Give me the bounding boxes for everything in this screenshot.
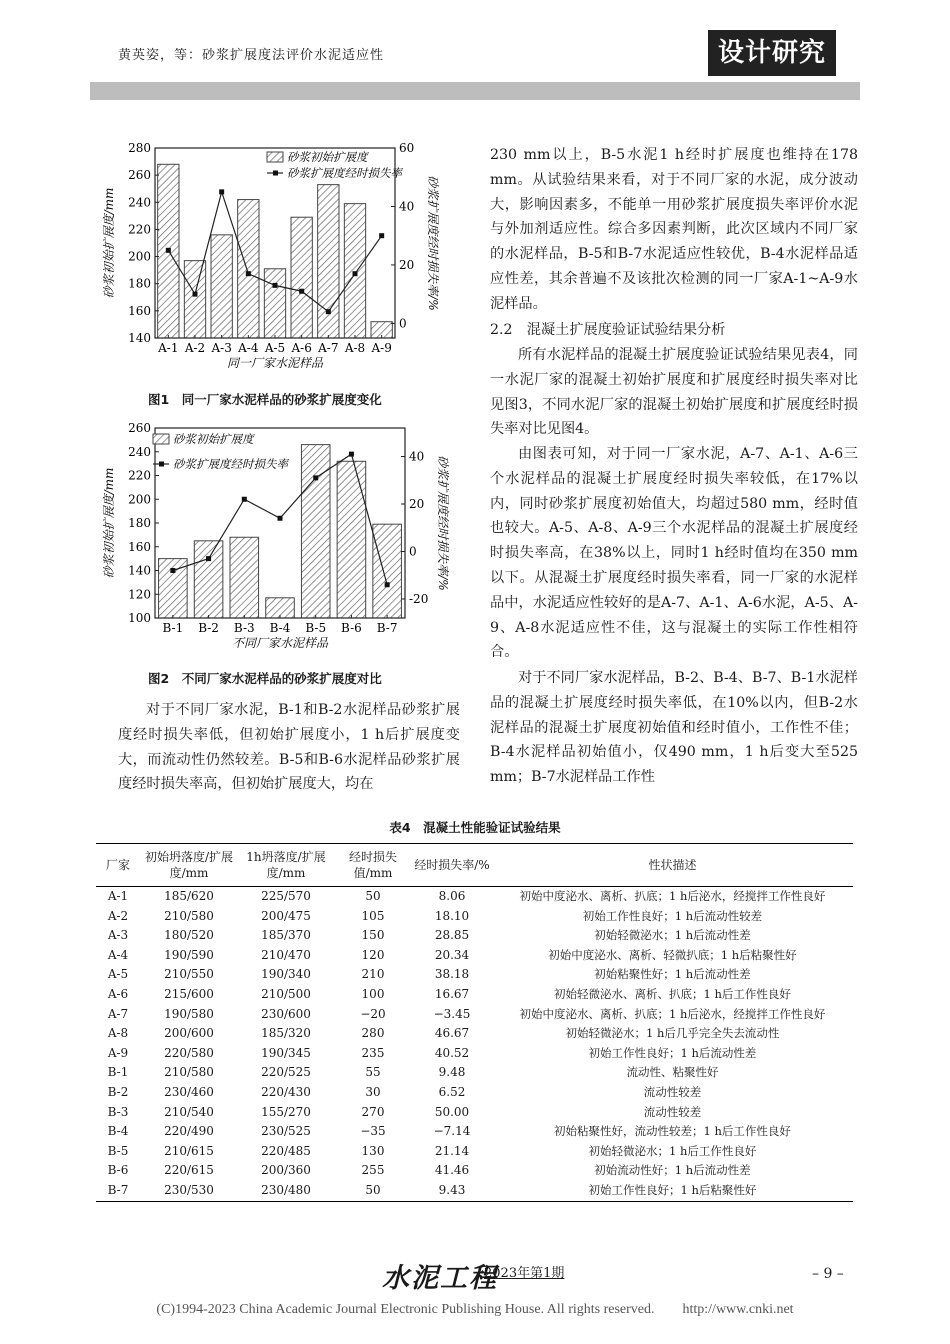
legend-bar-swatch bbox=[267, 152, 283, 162]
loss-rate-point-A-6 bbox=[299, 289, 304, 294]
table-cell: −20 bbox=[360, 1006, 386, 1021]
table-cell: 210/550 bbox=[164, 967, 214, 982]
bar-A-8 bbox=[344, 204, 365, 338]
loss-rate-point-B-4 bbox=[278, 516, 283, 521]
table-cell: 初始流动性好；1 h后流动性差 bbox=[594, 1163, 751, 1178]
table-cell: 16.67 bbox=[434, 986, 470, 1001]
table-cell: 105 bbox=[361, 908, 385, 923]
bar-B-6 bbox=[337, 461, 366, 618]
table-cell: 210/540 bbox=[164, 1104, 214, 1119]
x-tick-label: B-1 bbox=[162, 621, 184, 635]
x-tick-label: B-5 bbox=[305, 621, 327, 635]
journal-issue: 2023年第1期 bbox=[484, 1266, 565, 1281]
table-cell: A-5 bbox=[107, 967, 129, 982]
table-cell: 225/570 bbox=[261, 889, 311, 903]
figure-2-caption: 图2 不同厂家水泥样品的砂浆扩展度对比 bbox=[148, 671, 382, 686]
x-tick-label: A-7 bbox=[318, 341, 339, 355]
y-left-tick-label: 280 bbox=[128, 141, 151, 155]
table-cell: 210/580 bbox=[164, 908, 214, 923]
table-cell: 流动性较差 bbox=[643, 1084, 702, 1099]
x-tick-label: A-8 bbox=[344, 341, 366, 355]
x-tick-label: B-2 bbox=[198, 621, 219, 635]
x-tick-label: A-6 bbox=[291, 341, 312, 355]
y-left-tick-label: 220 bbox=[128, 468, 151, 483]
table-cell: 155/270 bbox=[261, 1104, 311, 1119]
table-cell: −7.14 bbox=[433, 1124, 471, 1139]
x-tick-label: A-3 bbox=[211, 341, 232, 355]
bar-B-2 bbox=[194, 541, 223, 618]
table-cell: B-3 bbox=[107, 1104, 129, 1119]
right-paragraph-2: 所有水泥样品的混凝土扩展度验证试验结果见表4，同一水泥厂家的混凝土初始扩展度和扩展度经时损失率对比见图3，不同水泥厂家的混凝土初始扩展度和扩展度经时损失率对比见图4。 bbox=[490, 347, 858, 438]
table-cell: A-8 bbox=[107, 1026, 129, 1041]
table-cell: 初始中度泌水、离析、扒底；1 h后泌水，经搅拌工作性良好 bbox=[519, 1006, 826, 1021]
table-cell: B-5 bbox=[107, 1143, 129, 1158]
table-cell: 270 bbox=[361, 1104, 385, 1119]
bar-A-2 bbox=[184, 261, 205, 338]
legend-line-label: 砂浆扩展度经时损失率 bbox=[173, 457, 288, 471]
table-cell: −35 bbox=[360, 1124, 386, 1139]
loss-rate-point-B-6 bbox=[349, 452, 354, 457]
y-left-tick-label: 240 bbox=[128, 444, 151, 459]
table-cell: 18.10 bbox=[434, 908, 470, 923]
table-cell: A-1 bbox=[107, 889, 129, 903]
loss-rate-point-B-2 bbox=[206, 556, 211, 561]
table-row bbox=[96, 1063, 853, 1083]
table-row bbox=[96, 1161, 853, 1181]
y-left-tick-label: 200 bbox=[128, 249, 151, 264]
table-cell: B-6 bbox=[107, 1163, 129, 1178]
right-paragraph-4: 对于不同厂家水泥样品，B-2、B-4、B-7、B-1水泥样品的混凝土扩展度经时损失率低，在10%以内，但B-2水泥样品的混凝土扩展度初始值和经时值小，工作性不佳；B-4水泥样品初始值小，仅490 mm，1 h后变大至525 mm；B-7水泥样品工作性 bbox=[490, 670, 858, 786]
loss-rate-point-A-3 bbox=[219, 189, 224, 194]
y-right-tick-label: 40 bbox=[399, 199, 415, 214]
table-cell: B-1 bbox=[107, 1065, 129, 1080]
table-cell: 230/530 bbox=[140, 1181, 238, 1201]
table-cell: 255 bbox=[361, 1163, 385, 1178]
table-cell: 20.34 bbox=[434, 947, 470, 962]
y-right-tick-label: 20 bbox=[409, 497, 425, 511]
table-row bbox=[96, 1103, 853, 1123]
section-label: 设计研究 bbox=[708, 30, 836, 76]
y-right-tick-label: 0 bbox=[399, 316, 407, 331]
col-header-initial-slump: 初始坍落度/扩展度/mm bbox=[140, 844, 238, 887]
table-row bbox=[96, 1083, 853, 1103]
table-cell: 40.52 bbox=[434, 1045, 470, 1060]
loss-rate-point-A-2 bbox=[193, 292, 198, 297]
header-bar bbox=[90, 82, 860, 100]
figure-1-chart bbox=[95, 138, 465, 388]
y-right-tick-label: 60 bbox=[399, 141, 415, 155]
table-cell: 230/525 bbox=[261, 1124, 311, 1139]
table-cell: 初始中度泌水、离析、扒底；1 h后泌水，经搅拌工作性良好 bbox=[519, 889, 826, 903]
figure-1-caption: 图1 同一厂家水泥样品的砂浆扩展度变化 bbox=[148, 392, 382, 407]
y-left-tick-label: 180 bbox=[128, 276, 151, 291]
table-cell: 190/345 bbox=[261, 1045, 311, 1060]
table-cell: 初始轻微泌水；1 h后工作性良好 bbox=[588, 1143, 757, 1158]
x-tick-label: B-7 bbox=[376, 621, 398, 635]
bar-A-3 bbox=[211, 235, 232, 338]
x-tick-label: B-4 bbox=[269, 621, 291, 635]
col-header-loss-rate: 经时损失率/% bbox=[412, 844, 492, 887]
table-cell: 180/520 bbox=[164, 928, 214, 943]
bar-A-5 bbox=[264, 269, 285, 338]
running-title: 黄英姿，等：砂浆扩展度法评价水泥适应性 bbox=[118, 48, 385, 63]
table-cell: 200/360 bbox=[261, 1163, 311, 1178]
legend-line-marker bbox=[273, 171, 278, 176]
table-cell: A-7 bbox=[107, 1006, 129, 1021]
y-left-tick-label: 140 bbox=[128, 563, 151, 578]
x-tick-label: A-1 bbox=[158, 341, 179, 355]
table-cell: 220/485 bbox=[261, 1143, 311, 1158]
right-paragraph-3: 由图表可知，对于同一厂家水泥，A-7、A-1、A-6三个水泥样品的混凝土扩展度经时损失率较低，在17%以内，同时砂浆扩展度初始值大，均超过580 mm，经时值也较大。A-5、A-8、A-9三个水泥样品的混凝土扩展度经时损失率高，在38%以上，同时1 h经时值均在350 mm以下。从混凝土扩展度经时损失率看，同一厂家的水泥样品中，水泥适应性较好的是A-7、A-1、A-6水泥，A-5、A-9、A-8水泥适应性不佳，这与混凝土的实际工作性相符合。 bbox=[490, 446, 858, 661]
table-cell: A-9 bbox=[107, 1045, 129, 1060]
table-cell: 130 bbox=[361, 1143, 385, 1158]
table-row bbox=[96, 926, 853, 946]
col-header-manufacturer: 厂家 bbox=[96, 844, 140, 887]
table-cell: 8.06 bbox=[438, 889, 466, 903]
section-heading-2-2: 2.2 混凝土扩展度验证试验结果分析 bbox=[490, 322, 726, 338]
table-cell: 9.48 bbox=[438, 1065, 466, 1080]
table-cell: 200/600 bbox=[164, 1026, 214, 1041]
table-cell: 235 bbox=[361, 1045, 385, 1060]
y-left-tick-label: 160 bbox=[128, 539, 151, 554]
journal-logo: 水泥工程 bbox=[382, 1263, 498, 1294]
y-left-tick-label: 120 bbox=[128, 587, 151, 602]
table-row bbox=[96, 946, 853, 966]
table-cell: B-7 bbox=[96, 1181, 140, 1201]
table-cell: 210/500 bbox=[261, 986, 311, 1001]
table-cell: 38.18 bbox=[434, 967, 470, 982]
y-right-tick-label: 0 bbox=[409, 544, 417, 559]
copyright-notice: (C)1994-2023 China Academic Journal Electronic Publishing House. All rights reserved. http://www.cnki.net bbox=[156, 1302, 794, 1317]
table-cell: 初始中度泌水、离析、轻微扒底；1 h后粘聚性好 bbox=[548, 947, 797, 962]
table-cell: A-6 bbox=[107, 986, 129, 1001]
table-row bbox=[96, 907, 853, 927]
y-right-tick-label: 20 bbox=[399, 257, 415, 272]
x-axis-title: 不同厂家水泥样品 bbox=[231, 636, 329, 650]
y-right-tick-label: -20 bbox=[409, 592, 429, 606]
x-tick-label: A-9 bbox=[371, 341, 392, 355]
table-row bbox=[96, 1005, 853, 1025]
loss-rate-point-A-4 bbox=[246, 271, 251, 276]
table-cell: B-4 bbox=[107, 1124, 129, 1139]
y-left-tick-label: 260 bbox=[128, 168, 151, 183]
table-cell: 50 bbox=[365, 889, 381, 903]
y-right-axis-title: 砂浆扩展度经时损失率/% bbox=[436, 455, 450, 591]
table-row bbox=[96, 965, 853, 985]
table-cell: 28.85 bbox=[434, 928, 470, 943]
bar-B-4 bbox=[266, 598, 295, 618]
table-row bbox=[96, 1122, 853, 1142]
loss-rate-point-A-9 bbox=[379, 233, 384, 238]
loss-rate-point-B-1 bbox=[170, 568, 175, 573]
table-cell: −3.45 bbox=[433, 1006, 471, 1021]
x-tick-label: B-6 bbox=[341, 621, 362, 635]
table-row bbox=[96, 1044, 853, 1064]
table-cell: 50.00 bbox=[434, 1104, 470, 1119]
table-cell: 220/430 bbox=[261, 1084, 311, 1099]
table-cell: A-4 bbox=[107, 947, 129, 962]
table-cell: 初始轻微泌水、离析、扒底；1 h后工作性良好 bbox=[554, 986, 791, 1001]
table-cell: 190/590 bbox=[164, 947, 214, 962]
table-cell: 185/370 bbox=[261, 928, 311, 943]
table-cell: 280 bbox=[361, 1026, 385, 1041]
table-cell: 6.52 bbox=[438, 1084, 466, 1099]
bar-A-6 bbox=[291, 217, 312, 338]
table-cell: 初始工作性良好；1 h后流动性较差 bbox=[582, 908, 763, 923]
table-cell: A-2 bbox=[107, 908, 129, 923]
table-row bbox=[96, 1181, 853, 1201]
table-cell: 220/615 bbox=[164, 1163, 214, 1178]
page-number: – 9 – bbox=[812, 1266, 844, 1282]
x-tick-label: A-5 bbox=[264, 341, 286, 355]
loss-rate-point-B-7 bbox=[385, 582, 390, 587]
x-axis-title: 同一厂家水泥样品 bbox=[226, 356, 324, 370]
right-paragraph-1: 230 mm以上，B-5水泥1 h经时扩展度也维持在178 mm。从试验结果来看，对于不同厂家的水泥，成分波动大，影响因素多，不能单一用砂浆扩展度损失率评价水泥与外加剂适应性。综合多因素判断，此次区域内不同厂家的水泥样品，B-5和B-7水泥适应性较优，B-4水泥样品适应性差，其余普遍不及该批次检测的同一厂家A-1~A-9水泥样品。 bbox=[490, 147, 858, 312]
loss-rate-point-A-8 bbox=[353, 271, 358, 276]
y-left-tick-label: 260 bbox=[128, 421, 151, 435]
table-cell: 150 bbox=[361, 928, 385, 943]
col-header-1h-slump: 1h坍落度/扩展度/mm bbox=[238, 844, 334, 887]
table-cell: 初始工作性良好；1 h后粘聚性好 bbox=[492, 1181, 853, 1201]
y-left-axis-title: 砂浆初始扩展度/mm bbox=[102, 467, 116, 579]
left-paragraph: 对于不同厂家水泥，B-1和B-2水泥样品砂浆扩展度经时损失率低，但初始扩展度小，1 h后扩展度变大，而流动性仍然较差。B-5和B-6水泥样品砂浆扩展度经时损失率高，但初始扩展度大，均在 bbox=[118, 702, 460, 793]
table-cell: 41.46 bbox=[434, 1163, 470, 1178]
bar-B-7 bbox=[373, 524, 402, 618]
bar-A-4 bbox=[238, 200, 259, 338]
col-header-description: 性状描述 bbox=[492, 844, 853, 887]
figure-2-chart bbox=[95, 418, 465, 663]
y-right-axis-title: 砂浆扩展度经时损失率/% bbox=[426, 175, 440, 311]
col-header-loss-value: 经时损失值/mm bbox=[334, 844, 412, 887]
table-cell: 200/475 bbox=[261, 908, 311, 923]
table-cell: 100 bbox=[361, 986, 385, 1001]
y-left-tick-label: 180 bbox=[128, 516, 151, 530]
table-cell: 220/580 bbox=[164, 1045, 214, 1060]
table-cell: 190/340 bbox=[261, 967, 311, 982]
y-left-tick-label: 140 bbox=[128, 331, 151, 345]
y-left-tick-label: 220 bbox=[128, 222, 151, 237]
loss-rate-point-A-5 bbox=[273, 283, 278, 288]
table-cell: 210/470 bbox=[261, 947, 311, 962]
table-cell: 初始粘聚性好，流动性较差；1 h后工作性良好 bbox=[554, 1124, 791, 1139]
table-cell: 210/580 bbox=[164, 1065, 214, 1080]
legend-bar-label: 砂浆初始扩展度 bbox=[173, 432, 254, 446]
table-cell: 185/320 bbox=[261, 1026, 311, 1041]
table-cell: 初始轻微泌水；1 h后流动性差 bbox=[594, 928, 751, 943]
table-cell: 230/460 bbox=[164, 1084, 214, 1099]
table-cell: 21.14 bbox=[434, 1143, 470, 1158]
table-cell: 230/480 bbox=[238, 1181, 334, 1201]
bar-A-7 bbox=[318, 185, 339, 338]
loss-rate-point-B-5 bbox=[313, 475, 318, 480]
table-cell: 流动性较差 bbox=[643, 1104, 702, 1119]
table-cell: 初始工作性良好；1 h后流动性差 bbox=[588, 1045, 757, 1060]
loss-rate-point-B-3 bbox=[242, 497, 247, 502]
loss-rate-point-A-7 bbox=[326, 309, 331, 314]
table-cell: 初始粘聚性好；1 h后流动性差 bbox=[594, 967, 751, 982]
table-cell: 210/615 bbox=[164, 1143, 214, 1158]
x-tick-label: A-4 bbox=[238, 341, 259, 355]
y-left-tick-label: 160 bbox=[128, 303, 151, 318]
table-cell: 9.43 bbox=[412, 1181, 492, 1201]
y-left-tick-label: 200 bbox=[128, 492, 151, 507]
legend-line-label: 砂浆扩展度经时损失率 bbox=[287, 166, 402, 180]
table-cell: 210 bbox=[361, 967, 385, 982]
x-tick-label: B-3 bbox=[233, 621, 255, 635]
y-left-axis-title: 砂浆初始扩展度/mm bbox=[102, 187, 116, 299]
legend-bar-label: 砂浆初始扩展度 bbox=[287, 150, 368, 164]
bar-B-3 bbox=[230, 537, 259, 618]
table-row bbox=[96, 1024, 853, 1044]
table-cell: 30 bbox=[365, 1084, 381, 1099]
table-cell: 215/600 bbox=[164, 986, 214, 1001]
table-cell: 190/580 bbox=[164, 1006, 214, 1021]
y-left-tick-label: 240 bbox=[128, 195, 151, 210]
table-cell: A-3 bbox=[107, 928, 129, 943]
table-4 bbox=[96, 843, 853, 1202]
y-right-tick-label: 40 bbox=[409, 449, 425, 464]
table-cell: 46.67 bbox=[434, 1026, 470, 1041]
table-cell: 50 bbox=[334, 1181, 412, 1201]
table-cell: 230/600 bbox=[261, 1006, 311, 1021]
table-cell: 120 bbox=[361, 947, 385, 962]
table-row bbox=[96, 985, 853, 1005]
table-cell: 55 bbox=[365, 1065, 381, 1080]
table-cell: 185/620 bbox=[164, 889, 214, 903]
table-cell: B-2 bbox=[107, 1084, 129, 1099]
legend-bar-swatch bbox=[153, 434, 169, 444]
legend-line-marker bbox=[159, 462, 164, 467]
table-cell: 220/525 bbox=[261, 1065, 311, 1080]
table-row bbox=[96, 887, 853, 907]
x-tick-label: A-2 bbox=[184, 341, 206, 355]
table-row bbox=[96, 1142, 853, 1162]
table-cell: 流动性、粘聚性好 bbox=[626, 1065, 719, 1080]
table-cell: 初始轻微泌水；1 h后几乎完全失去流动性 bbox=[565, 1026, 780, 1041]
table-cell: 220/490 bbox=[164, 1124, 214, 1139]
loss-rate-point-A-1 bbox=[166, 248, 171, 253]
y-left-tick-label: 100 bbox=[128, 611, 151, 625]
table-4-title: 表4 混凝土性能验证试验结果 bbox=[389, 820, 561, 835]
